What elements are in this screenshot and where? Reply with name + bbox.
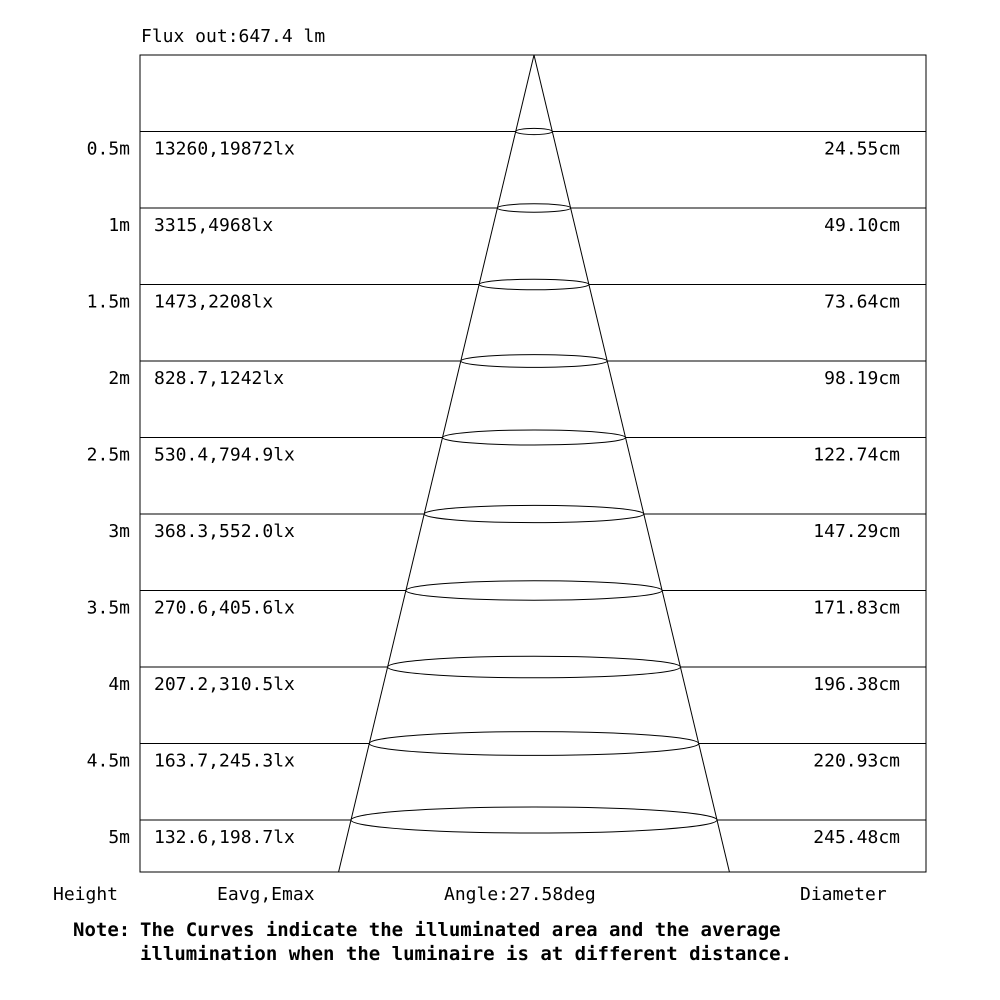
height-label: 3m	[108, 521, 130, 542]
height-label: 1.5m	[86, 291, 130, 313]
note-line-2: illumination when the luminaire is at different distance.	[140, 943, 793, 965]
illuminance-label: 530.4,794.9lx	[154, 444, 295, 466]
diameter-label: 98.19cm	[824, 368, 900, 389]
beam-ellipse	[388, 656, 681, 678]
height-label: 4m	[108, 674, 130, 695]
beam-ellipses	[351, 128, 717, 833]
diameter-label: 122.74cm	[813, 444, 900, 466]
height-label: 0.5m	[86, 138, 130, 160]
illuminance-label: 132.6,198.7lx	[154, 827, 295, 848]
illuminance-label: 1473,2208lx	[154, 291, 274, 313]
beam-ellipse	[461, 355, 607, 368]
diameter-label: 220.93cm	[813, 750, 900, 772]
beam-ellipse	[406, 581, 662, 600]
beam-ellipse	[351, 807, 717, 833]
illuminance-label: 368.3,552.0lx	[154, 521, 295, 542]
diameter-label: 24.55cm	[824, 138, 900, 160]
height-label: 1m	[108, 215, 130, 236]
height-label: 4.5m	[86, 750, 130, 772]
note-line-1: The Curves indicate the illuminated area and the average	[140, 919, 781, 941]
eavg-emax-column-label: Eavg,Emax	[217, 884, 315, 905]
diameter-label: 171.83cm	[813, 597, 900, 619]
diameter-label: 147.29cm	[813, 521, 900, 542]
height-column-label: Height	[53, 884, 119, 905]
flux-out-label: Flux out:647.4 lm	[141, 26, 326, 47]
illuminance-label: 13260,19872lx	[154, 138, 295, 160]
height-label: 5m	[108, 827, 130, 848]
beam-ellipse	[497, 204, 570, 212]
note-prefix: Note:	[73, 919, 131, 941]
diameter-label: 245.48cm	[813, 827, 900, 848]
illuminance-label: 270.6,405.6lx	[154, 597, 295, 619]
height-label: 3.5m	[86, 597, 130, 619]
beam-ellipse	[443, 430, 626, 445]
height-label: 2.5m	[86, 444, 130, 466]
illuminance-label: 828.7,1242lx	[154, 368, 285, 389]
beam-angle-label: Angle:27.58deg	[444, 884, 596, 905]
diameter-label: 196.38cm	[813, 674, 900, 695]
beam-ellipse	[424, 505, 644, 522]
illuminance-label: 207.2,310.5lx	[154, 674, 295, 695]
beam-ellipse	[479, 279, 589, 290]
illuminance-label: 3315,4968lx	[154, 215, 274, 236]
diameter-label: 49.10cm	[824, 215, 900, 236]
beam-ellipse	[516, 128, 553, 134]
diameter-label: 73.64cm	[824, 291, 900, 313]
height-label: 2m	[108, 368, 130, 389]
illuminance-label: 163.7,245.3lx	[154, 750, 295, 772]
beam-ellipse	[369, 732, 698, 756]
diameter-column-label: Diameter	[800, 884, 887, 905]
